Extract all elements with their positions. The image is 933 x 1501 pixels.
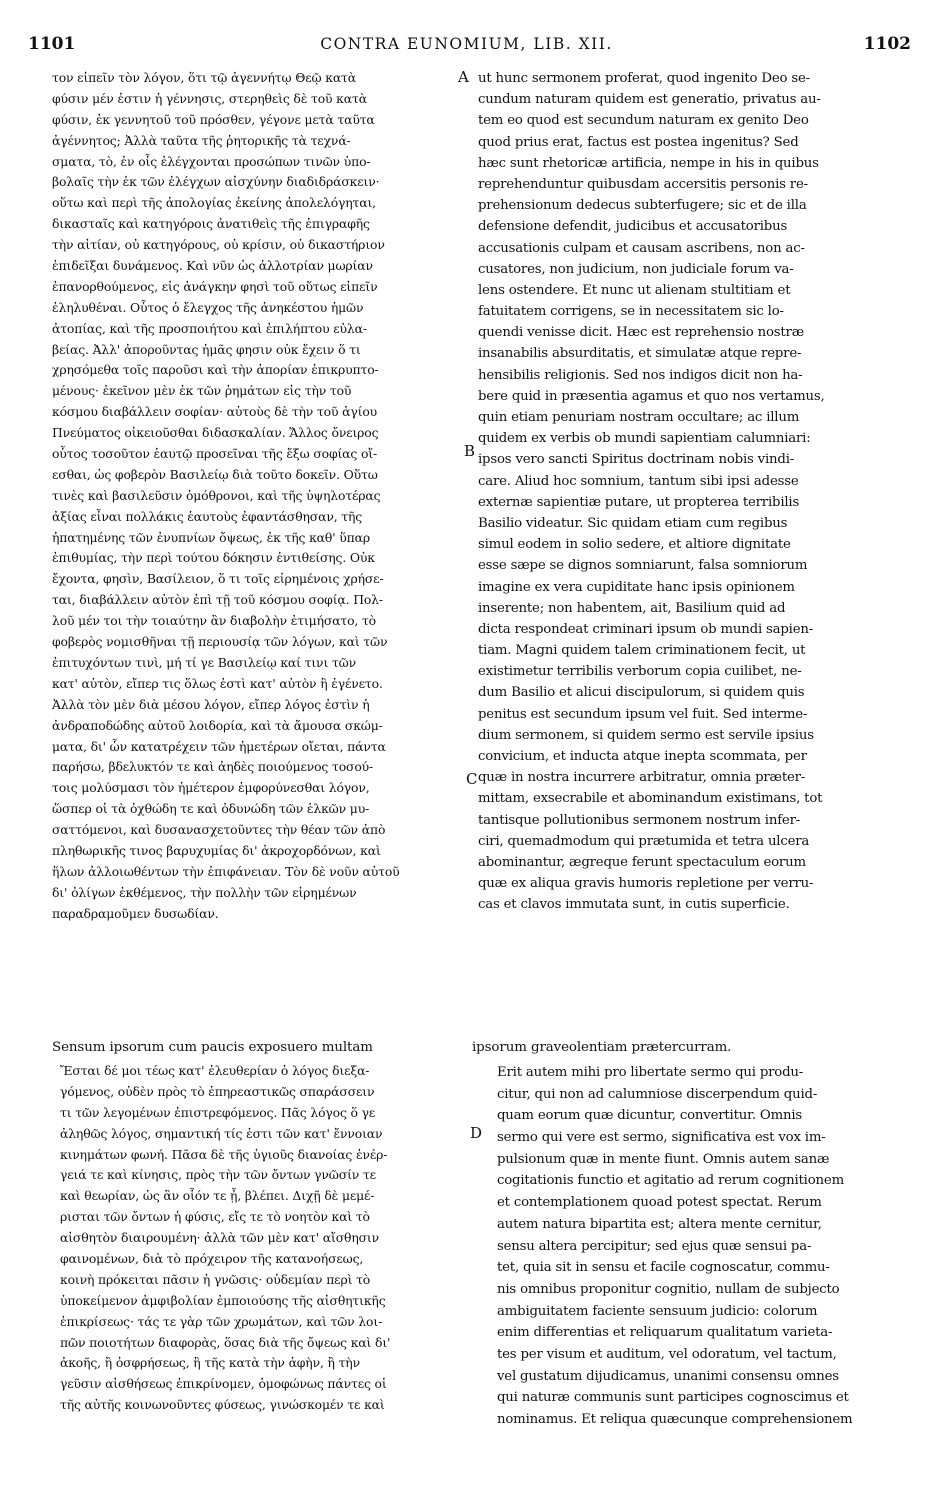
- text-line: ambiguitatem faciente sensuum judicio: colorum: [497, 1303, 818, 1319]
- text-line: κοινὴ πρόκειται πᾶσιν ἡ γνῶσις· οὐδεμίαν περὶ τὸ: [60, 1271, 371, 1287]
- text-line: ὥσπερ οἱ τὰ ὀχθώδη τε καὶ ὀδυνώδη τῶν ἑλκῶν μυ-: [52, 801, 370, 817]
- text-line: quæ ex aliqua gravis humoris repletione per verru-: [478, 876, 814, 892]
- section-marker-b: B: [464, 442, 476, 460]
- text-line: quæ in nostra incurrere arbitratur, omnia præter-: [478, 770, 806, 786]
- text-line: hensibilis religionis. Sed nos indigos dicit non ha-: [478, 367, 803, 383]
- text-line: τὴν αἰτίαν, οὐ κατηγόρους, οὐ κρίσιν, οὐ δικαστήριον: [52, 237, 385, 253]
- text-line: μένους· ἐκεῖνον μὲν ἐκ τῶν ῥημάτων εἰς τὴν τοῦ: [52, 383, 352, 399]
- text-line: quod prius erat, factus est postea ingenitus? Sed: [478, 134, 799, 150]
- text-line: κόσμου διαβάλλειν σοφίαν· αὐτοὺς δὲ τὴν τοῦ ἁγίου: [52, 404, 378, 420]
- text-line: Πνεύματος οἰκειοῦσθαι διδασκαλίαν. Ἄλλος ὄνειρος: [52, 425, 379, 441]
- text-line: χρησόμεθα τοῖς παροῦσι καὶ τὴν ἀπορίαν ἐπικρυπτο-: [52, 362, 379, 378]
- text-line: κινημάτων φωνή. Πᾶσα δὲ τῆς ὑγιοῦς διανοίας ἐνέρ-: [60, 1146, 388, 1162]
- text-line: καὶ θεωρίαν, ὡς ἂν οἷόν τε ᾖ, βλέπει. Διχῇ δὲ μεμέ-: [60, 1188, 375, 1204]
- text-line: pulsionum quæ in mente fiunt. Omnis autem sanæ: [497, 1151, 830, 1167]
- text-line: citur, qui non ad calumniose discerpendum quid-: [497, 1086, 818, 1102]
- text-line: mittam, exsecrabile et abominandum existimans, tot: [478, 791, 823, 807]
- text-line: γεῦσιν αἰσθήσεως ἐπικρίνομεν, ὁμοφώνως πάντες οἱ: [60, 1376, 387, 1392]
- text-line: lens ostendere. Et nunc ut alienam stultitiam et: [478, 282, 791, 298]
- text-line: ἀξίας εἶναι πολλάκις ἑαυτοὺς ἐφαντάσθησαν, τῆς: [52, 508, 363, 524]
- page-header: [20, 34, 913, 56]
- text-line: defensione defendit, judicibus et accusatoribus: [478, 219, 788, 235]
- text-line: τῆς αὐτῆς κοινωνοῦντες φύσεως, γινώσκομέν τε καὶ: [60, 1397, 385, 1413]
- text-line: κατ' αὐτὸν, εἴπερ τις ὅλως ἐστὶ κατ' αὐτὸν ἢ ἐγένετο.: [52, 675, 383, 691]
- text-line: πῶν ποιοτήτων διαφορὰς, ὅσας διὰ τῆς ὄψεως καὶ δι': [60, 1334, 391, 1350]
- text-line: abominantur, ægreque ferunt spectaculum eorum: [478, 854, 806, 870]
- section-marker-d: D: [470, 1124, 483, 1142]
- text-line: cogitationis functio et agitatio ad rerum cognitionem: [497, 1173, 844, 1189]
- text-line: φύσιν μέν ἐστιν ἡ γέννησις, στερηθεὶς δὲ τοῦ κατὰ: [52, 90, 367, 106]
- text-line: οὗτος τοσοῦτον ἑαυτῷ προσεῖναι τῆς ἔξω σοφίας οἴ-: [52, 446, 378, 462]
- text-line: ὑποκείμενον ἀμφιβολίαν ἐμποιούσης τῆς αἰσθητικῆς: [60, 1292, 386, 1308]
- text-line: σματα, τὸ, ἐν οἷς ἐλέγχονται προσώπων τινῶν ὑπο-: [52, 153, 371, 169]
- text-line: nominamus. Et reliqua quæcunque comprehensionem: [497, 1412, 853, 1427]
- text-line: ciri, quemadmodum qui prætumida et tetra ulcera: [478, 833, 810, 849]
- text-line: externæ sapientiæ putare, ut propterea terribilis: [478, 494, 800, 510]
- text-line: ἐπικρίσεως· τάς τε γὰρ τῶν χρωμάτων, καὶ τῶν λοι-: [60, 1313, 383, 1329]
- text-line: Ἀλλὰ τὸν μὲν διὰ μέσου λόγον, εἴπερ λόγος ἐστὶν ἡ: [52, 696, 370, 712]
- text-line: simul eodem in solio sedere, et altiore dignitate: [478, 537, 791, 553]
- text-line: ἔχοντα, φησὶν, Βασίλειον, ὅ τι τοῖς εἰρημένοις χρήσε-: [52, 571, 384, 587]
- section-marker-c: C: [466, 770, 478, 788]
- full-line-latin-left: Sensum ipsorum cum paucis exposuero multam: [52, 1040, 373, 1055]
- greek-column-bottom: [60, 1061, 460, 1416]
- latin-column-top: [478, 68, 898, 916]
- text-line: δι' ὀλίγων ἐκθέμενος, τὴν πολλὴν τῶν εἰρημένων: [52, 884, 357, 900]
- text-line: prehensionum dedecus subterfugere; sic et de illa: [478, 198, 807, 214]
- text-line: πληθωρικῆς τινος βαρυχυμίας δι' ἀκροχορδόνων, καὶ: [52, 842, 381, 858]
- text-line: γειά τε καὶ κίνησις, πρὸς τὴν τῶν ὄντων γνῶσίν τε: [60, 1167, 376, 1183]
- text-line: Erit autem mihi pro libertate sermo qui produ-: [497, 1065, 804, 1080]
- text-line: care. Aliud hoc somnium, tantum sibi ipsi adesse: [478, 473, 799, 489]
- running-title: CONTRA EUNOMIUM, LIB. XII.: [320, 35, 613, 53]
- text-line: ρισται τῶν ὄντων ἡ φύσις, εἴς τε τὸ νοητὸν καὶ τὸ: [60, 1209, 370, 1225]
- text-line: qui naturæ communis sunt participes cognoscimus et: [497, 1390, 849, 1406]
- text-line: cusatores, non judicium, non judiciale forum va-: [478, 261, 794, 277]
- text-line: tiam. Magni quidem talem criminationem fecit, ut: [478, 643, 806, 659]
- text-line: dium sermonem, si quidem sermo est servile ipsius: [478, 727, 814, 743]
- text-line: dicta respondeat criminari ipsum ob mundi sapien-: [478, 621, 814, 637]
- text-line: sensu altera percipitur; sed ejus quæ sensui pa-: [497, 1238, 812, 1254]
- latin-column-bottom: [497, 1062, 897, 1431]
- section-marker-a: A: [458, 68, 469, 86]
- text-line: penitus est secundum ipsum vel fuit. Sed interme-: [478, 706, 808, 722]
- text-line: ipsos vero sancti Spiritus doctrinam nobis vindi-: [478, 452, 795, 468]
- text-line: vel gustatum dijudicamus, unanimi consensu omnes: [497, 1368, 839, 1384]
- text-line: fatuitatem corrigens, se in necessitatem sic lo-: [478, 304, 784, 320]
- text-line: ἠπατημένης τῶν ἐνυπνίων ὄψεως, ἐκ τῆς καθ' ὕπαρ: [52, 529, 370, 545]
- text-line: quin etiam penuriam nostram occultare; ac illum: [478, 410, 800, 425]
- text-line: tet, quia sit in sensu et facile cognoscatur, commu-: [497, 1260, 830, 1276]
- text-line: inserente; non habentem, ait, Basilium quid ad: [478, 600, 786, 616]
- text-line: bere quid in præsentia agamus et quo nos vertamus,: [478, 388, 825, 404]
- text-line: existimetur terribilis verborum copia cuilibet, ne-: [478, 664, 802, 680]
- text-line: tem eo quod est secundum naturam ex genito Deo: [478, 113, 809, 129]
- text-line: quendi venisse dicit. Hæc est reprehensio nostræ: [478, 325, 804, 341]
- text-line: σαττόμενοι, καὶ δυσανασχετοῦντες τὴν θέαν τῶν ἀπὸ: [52, 822, 386, 838]
- text-line: Ἔσται δέ μοι τέως κατ' ἐλευθερίαν ὁ λόγος διεξα-: [60, 1063, 370, 1078]
- text-line: tantisque pollutionibus sermonem nostrum infer-: [478, 812, 801, 828]
- text-line: ἐπιδεῖξαι δυνάμενος. Καὶ νῦν ὡς ἀλλοτρίαν μωρίαν: [52, 258, 373, 274]
- text-line: tes per visum et auditum, vel odoratum, vel tactum,: [497, 1346, 837, 1362]
- text-line: οὕτω καὶ περὶ τῆς ἀπολογίας ἐκείνης ἀπολελόγηται,: [52, 195, 376, 211]
- text-line: imagine ex vera cupiditate hanc ipsis opinionem: [478, 579, 795, 595]
- text-line: ἐπιθυμίας, τὴν περὶ τούτου δόκησιν ἐντιθείσης. Οὐκ: [52, 550, 375, 566]
- full-line-latin-right: ipsorum graveolentiam prætercurram.: [472, 1040, 732, 1055]
- text-line: dum Basilio et alicui discipulorum, si quidem quis: [478, 685, 805, 701]
- text-line: quam eorum quæ dicuntur, convertitur. Omnis: [497, 1108, 803, 1124]
- text-line: αἰσθητὸν διαιρουμένη· ἀλλὰ τῶν μὲν κατ' αἴσθησιν: [60, 1230, 379, 1246]
- text-line: τον εἰπεῖν τὸν λόγον, ὅτι τῷ ἀγεννήτῳ Θεῷ κατὰ: [52, 70, 356, 85]
- text-line: enim differentias et reliquarum qualitatum varieta-: [497, 1325, 833, 1341]
- text-line: quidem ex verbis ob mundi sapientiam calumniari:: [478, 431, 811, 447]
- greek-column-top: [52, 68, 460, 925]
- text-line: βολαῖς τὴν ἐκ τῶν ἐλέγχων αἰσχύνην διαδιδράσκειν·: [52, 174, 380, 190]
- text-line: λοῦ μέν τοι τὴν τοιαύτην ἂν διαβολὴν ἐτιμήσατο, τὸ: [52, 613, 376, 629]
- text-line: φοβερὸς νομισθῆναι τῇ περιουσίᾳ τῶν λόγων, καὶ τῶν: [52, 634, 388, 650]
- text-line: Basilio videatur. Sic quidam etiam cum regibus: [478, 515, 788, 531]
- page-number-right: 1102: [863, 34, 911, 54]
- text-line: τινὲς καὶ βασιλεῦσιν ὁμόθρονοι, καὶ τῆς ὑψηλοτέρας: [52, 487, 381, 503]
- text-line: παρήσω, βδελυκτόν τε καὶ ἀηδὲς ποιούμενος τοσού-: [52, 759, 374, 775]
- text-line: βείας. Ἀλλ' ἀποροῦντας ἡμᾶς φησιν οὐκ ἔχειν ὅ τι: [52, 341, 361, 357]
- text-line: et contemplationem quoad potest spectat. Rerum: [497, 1195, 822, 1211]
- text-line: accusationis culpam et causam ascribens, non ac-: [478, 240, 805, 256]
- text-line: sermo qui vere est sermo, significativa est vox im-: [497, 1130, 826, 1146]
- text-line: ἀνδραποδώδης αὐτοῦ λοιδορία, καὶ τὰ ἄμουσα σκώμ-: [52, 717, 383, 733]
- text-line: φύσιν, ἐκ γεννητοῦ τοῦ πρόσθεν, γέγονε μετὰ ταῦτα: [52, 111, 375, 127]
- text-line: δικασταῖς καὶ κατηγόροις ἀνατιθεὶς τῆς ἐπιγραφῆς: [52, 216, 370, 232]
- text-line: ται, διαβάλλειν αὐτὸν ἐπὶ τῇ τοῦ κόσμου σοφίᾳ. Πολ-: [52, 592, 383, 608]
- text-line: insanabilis absurditatis, et simulatæ atque repre-: [478, 346, 802, 362]
- text-line: ἀγέννητος; Ἀλλὰ ταῦτα τῆς ῥητορικῆς τὰ τεχνά-: [52, 132, 351, 148]
- text-line: ἀκοῆς, ἢ ὀσφρήσεως, ἢ τῆς κατὰ τὴν ἁφὴν, ἢ τὴν: [60, 1355, 360, 1371]
- text-line: ἀτοπίας, καὶ τῆς προσποιήτου καὶ ἐπιλήπτου εὐλα-: [52, 320, 367, 336]
- text-line: cas et clavos immutata sunt, in cutis superficie.: [478, 897, 790, 913]
- text-line: ἥλων ἀλλοιωθέντων τὴν ἐπιφάνειαν. Τὸν δὲ νοῦν αὐτοῦ: [52, 863, 400, 879]
- text-line: esse sæpe se dignos somniarunt, falsa somniorum: [478, 558, 808, 574]
- text-line: τοις μολύσμασι τὸν ἡμέτερον ἐμφορύνεσθαι λόγον,: [52, 780, 370, 796]
- text-line: ut hunc sermonem proferat, quod ingenito Deo se-: [478, 71, 810, 86]
- text-line: ἀληθῶς λόγος, σημαντική τίς ἐστι τῶν κατ' ἔννοιαν: [60, 1125, 383, 1141]
- text-line: nis omnibus proponitur cognitio, nullam de subjecto: [497, 1281, 840, 1297]
- text-line: γόμενος, οὐδὲν πρὸς τὸ ἐπηρεαστικῶς σπαράσσειν: [60, 1083, 375, 1099]
- text-line: ἐληλυθέναι. Οὗτος ὁ ἔλεγχος τῆς ἀνηκέστου ἡμῶν: [52, 299, 364, 315]
- text-line: hæc sunt rhetoricæ artificia, nempe in his in quibus: [478, 155, 819, 171]
- text-line: autem natura bipartita est; altera mente cernitur,: [497, 1216, 822, 1232]
- text-line: εσθαι, ὡς φοβερὸν Βασιλείῳ διὰ τοῦτο δοκεῖν. Οὕτω: [52, 466, 378, 482]
- text-line: παραδραμοῦμεν δυσωδίαν.: [52, 905, 219, 921]
- text-line: τι τῶν λεγομένων ἐπιστρεφόμενος. Πᾶς λόγος ὅ γε: [60, 1104, 376, 1120]
- page-number-left: 1101: [28, 34, 76, 54]
- text-line: ἐπανορθούμενος, εἰς ἀνάγκην φησὶ τοῦ οὕτως εἰπεῖν: [52, 278, 378, 294]
- text-line: ἐπιτυχόντων τινὶ, μή τί γε Βασιλείῳ καί τινι τῶν: [52, 654, 356, 670]
- text-line: cundum naturam quidem est generatio, privatus au-: [478, 92, 821, 108]
- text-line: ματα, δι' ὧν κατατρέχειν τῶν ἡμετέρων οἴεται, πάντα: [52, 738, 386, 754]
- text-line: convicium, et inducta atque inepta scommata, per: [478, 749, 807, 764]
- text-line: φαινομένων, διὰ τὸ πρόχειρον τῆς κατανοήσεως,: [60, 1251, 364, 1267]
- text-line: reprehenduntur quibusdam accersitis personis re-: [478, 176, 808, 192]
